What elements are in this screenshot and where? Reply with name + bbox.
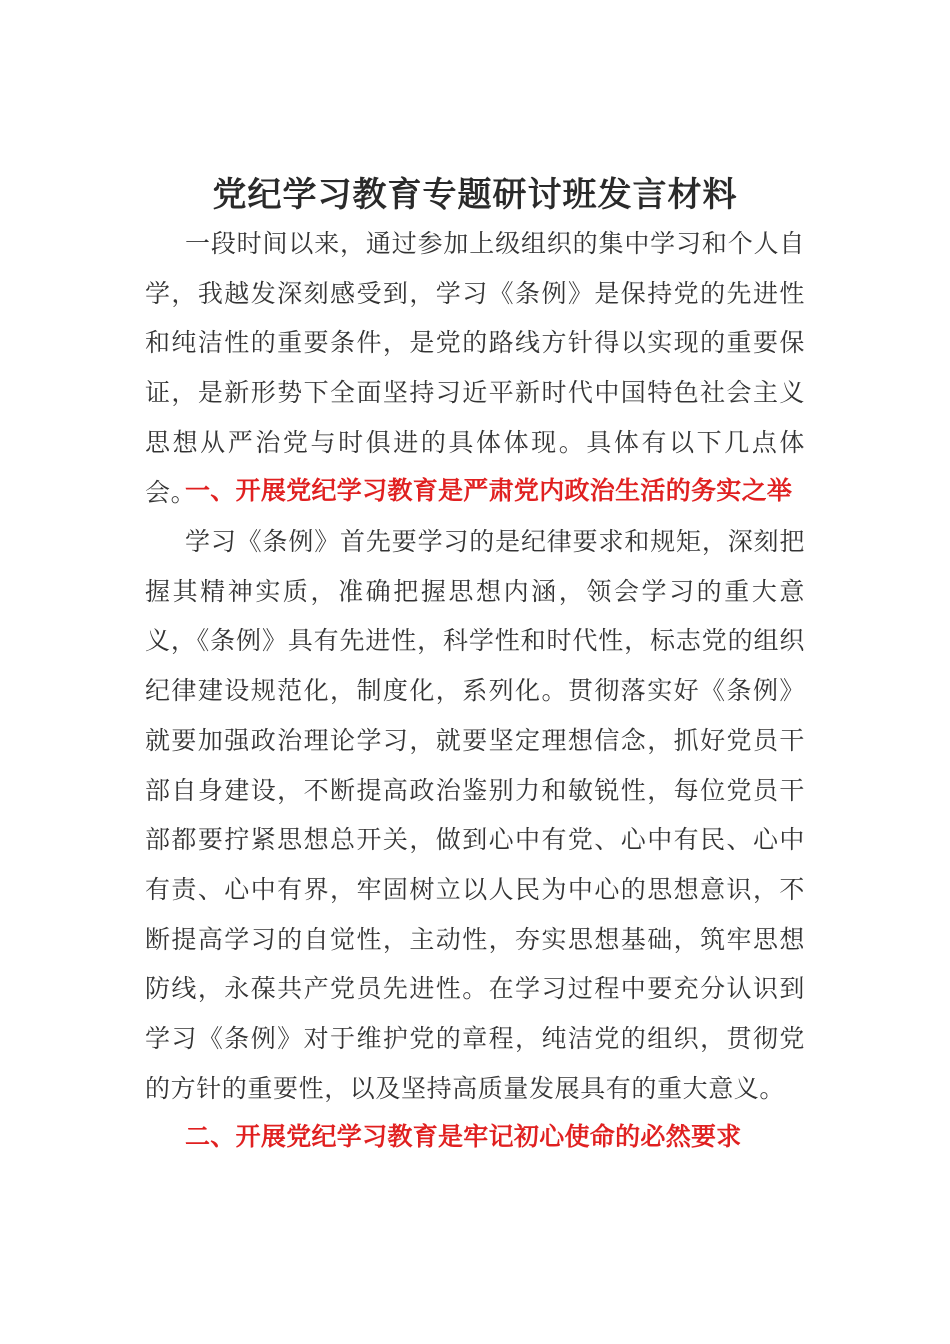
section-heading-1: 一、开展党纪学习教育是严肃党内政治生活的务实之举 <box>185 476 793 505</box>
section-heading-2: 二、开展党纪学习教育是牢记初心使命的必然要求 <box>185 1122 742 1151</box>
section-1-paragraph: 学习《条例》首先要学习的是纪律要求和规矩，深刻把握其精神实质，准确把握思想内涵，领会学习的重大意义，《条例》具有先进性，科学性和时代性，标志党的组织纪律建设规范化，制度化，系列化。贯彻落实好《条例》就要加强政治理论学习，就要坚定理想信念，抓好党员干部自身建设，不断提高政治鉴别力和敏锐性，每位党员干部都要拧紧思想总开关，做到心中有党、心中有民、心中有责、心中有界，牢固树立以人民为中心的思想意识，不断提高学习的自觉性，主动性，夯实思想基础，筑牢思想防线，永葆共产党员先进性。在学习过程中要充分认识到学习《条例》对于维护党的章程，纯洁党的组织，贯彻党的方针的重要性，以及坚持高质量发展具有的重大意义。 <box>145 527 805 1103</box>
intro-paragraph: 一段时间以来，通过参加上级组织的集中学习和个人自学，我越发深刻感受到，学习《条例》是保持党的先进性和纯洁性的重要条件，是党的路线方针得以实现的重要保证，是新形势下全面坚持习近平新时代中国特色社会主义思想从严治党与时俱进的具体体现。具体有以下几点体会。 <box>145 229 805 507</box>
document-title: 党纪学习教育专题研讨班发言材料 <box>212 174 738 215</box>
